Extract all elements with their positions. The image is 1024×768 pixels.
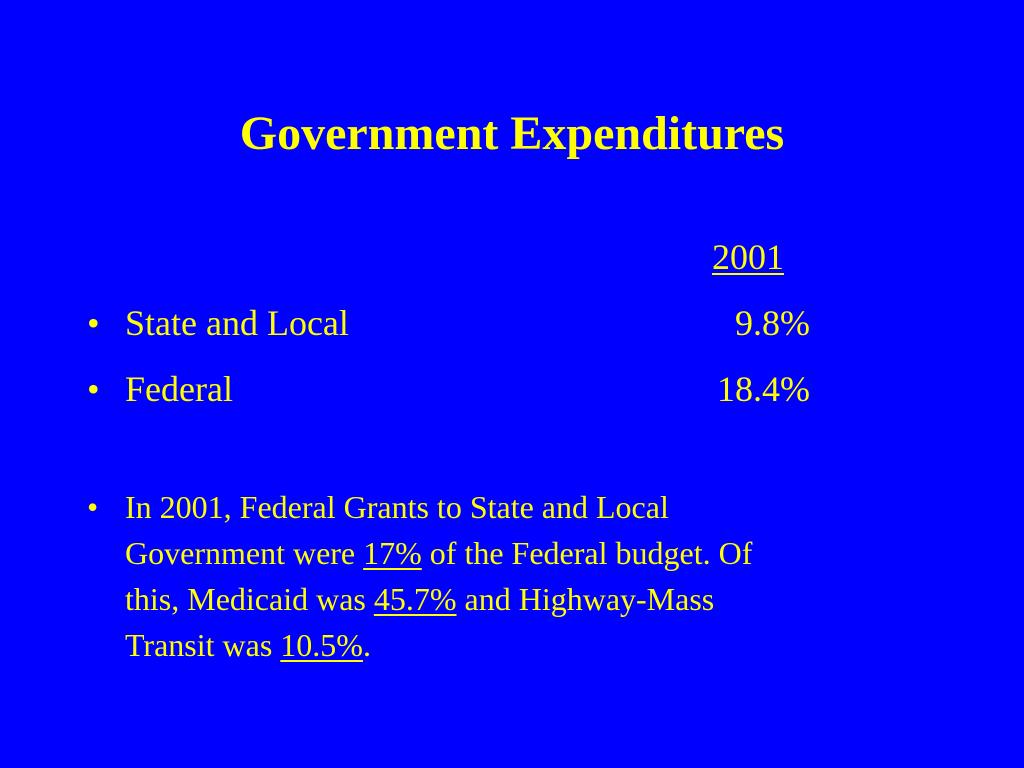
slide-title: Government Expenditures — [239, 107, 785, 160]
expenditure-row-federal — [0, 366, 1024, 412]
federal-budget-share-value: 17% — [363, 535, 422, 571]
expenditure-row-state-local — [0, 300, 1024, 346]
row-value: 18.4% — [717, 369, 810, 409]
bullet-marker: • — [87, 303, 100, 343]
note-text: Transit was — [125, 627, 281, 663]
year-column-header: 2001 — [712, 237, 784, 277]
note-text: Government were — [125, 535, 364, 571]
note-line-1 — [125, 484, 945, 530]
note-text: this, Medicaid was — [125, 581, 374, 617]
highway-transit-share-value: 10.5% — [280, 627, 363, 663]
row-label: State and Local — [125, 303, 349, 343]
note-text: of the Federal budget. Of — [421, 535, 753, 571]
medicaid-share-value: 45.7% — [373, 581, 457, 617]
note-line-3 — [125, 576, 945, 622]
row-value: 9.8% — [735, 303, 810, 343]
note-line-2 — [125, 530, 945, 576]
bullet-marker: • — [87, 489, 99, 525]
note-text: and Highway-Mass — [456, 581, 715, 617]
note-line-4 — [125, 622, 945, 668]
note-text: . — [362, 627, 371, 663]
note-text: In 2001, Federal Grants to State and Local — [125, 489, 669, 525]
bullet-marker: • — [87, 369, 100, 409]
grants-paragraph — [125, 484, 945, 668]
row-label: Federal — [125, 369, 233, 409]
